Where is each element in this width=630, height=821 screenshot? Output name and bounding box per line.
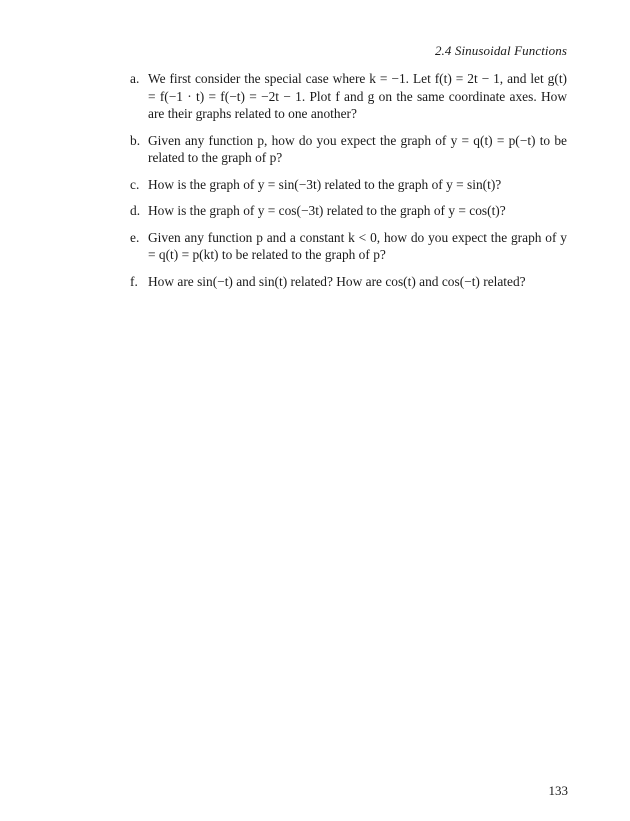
- problem-marker: b.: [130, 132, 141, 148]
- problem-b: [130, 132, 567, 167]
- problem-text: How are sin(−t) and sin(t) related? How are cos(t) and cos(−t) related?: [148, 273, 526, 289]
- problem-a: [130, 70, 567, 123]
- problem-c: [130, 176, 567, 194]
- problem-f: [130, 273, 567, 291]
- page-number: 133: [548, 783, 568, 798]
- problem-e: [130, 229, 567, 264]
- problem-marker: e.: [130, 229, 140, 245]
- problem-marker: a.: [130, 71, 140, 86]
- problem-text: How is the graph of y = cos(−3t) related to the graph of y = cos(t)?: [148, 203, 506, 218]
- problem-marker: d.: [130, 203, 141, 218]
- problem-d: [130, 202, 567, 220]
- problem-text: How is the graph of y = sin(−3t) related to the graph of y = sin(t)?: [148, 176, 502, 192]
- problem-marker: c.: [130, 176, 140, 192]
- problem-list: [130, 70, 567, 299]
- problem-text: We first consider the special case where k = −1. Let f(t) = 2t − 1, and let g(t) = f(−1 · t) = f(−t) = −2t − 1. Plot f and g on the same coordinate axes. How are their graphs related to one another?: [148, 71, 567, 121]
- problem-marker: f.: [130, 273, 138, 289]
- problem-text: Given any function p and a constant k < 0, how do you expect the graph of y = q(t) = p(kt) to be related to the graph of p?: [148, 229, 567, 262]
- running-head: 2.4 Sinusoidal Functions: [434, 43, 567, 58]
- problem-text: Given any function p, how do you expect the graph of y = q(t) = p(−t) to be related to the graph of p?: [148, 132, 567, 165]
